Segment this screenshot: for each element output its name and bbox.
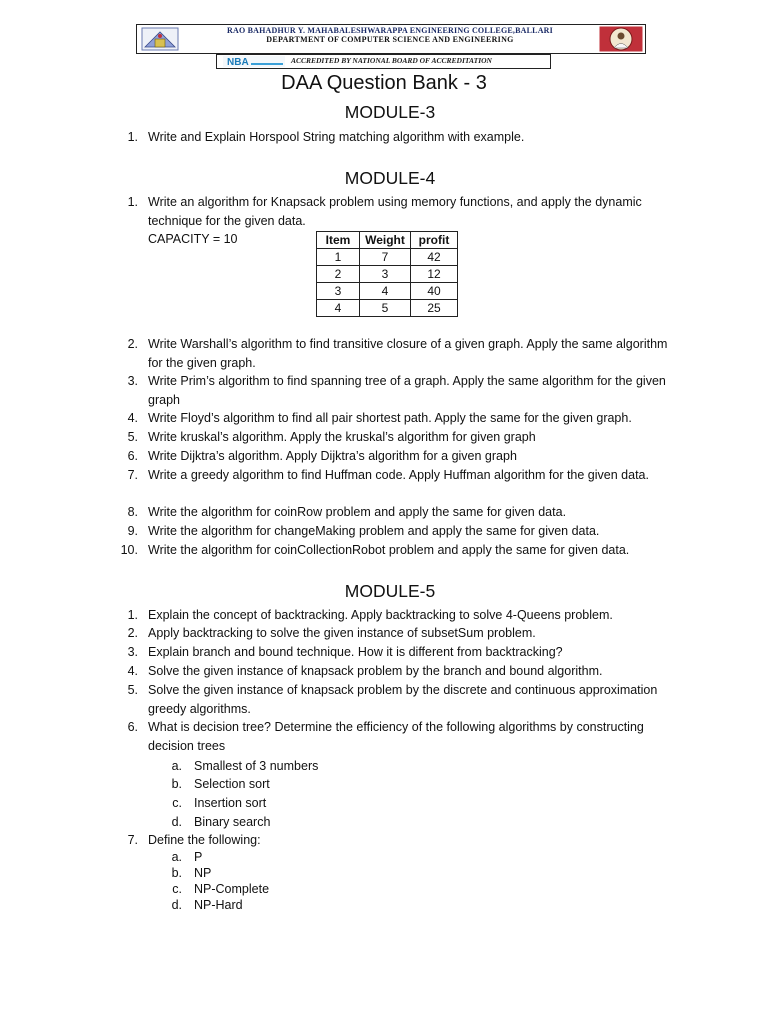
nba-logo-icon bbox=[223, 56, 285, 67]
column-header: profit bbox=[411, 232, 458, 249]
capacity-label: CAPACITY = 10 bbox=[148, 232, 238, 246]
department-name: DEPARTMENT OF COMPUTER SCIENCE AND ENGINEERING bbox=[266, 34, 514, 44]
table-header-row bbox=[317, 232, 458, 249]
table-cell: 3 bbox=[317, 283, 360, 300]
module-3-heading: MODULE-3 bbox=[344, 102, 436, 122]
accreditation-text: ACCREDITED BY NATIONAL BOARD OF ACCREDITATION bbox=[291, 56, 492, 65]
table-row bbox=[317, 300, 458, 317]
table-cell: 2 bbox=[317, 266, 360, 283]
table-cell: 4 bbox=[317, 300, 360, 317]
college-name: RAO BAHADHUR Y. MAHABALESHWARAPPA ENGINEERING COLLEGE,BALLARI bbox=[227, 26, 553, 35]
table-row bbox=[317, 283, 458, 300]
college-letterhead bbox=[136, 24, 646, 54]
table-cell: 42 bbox=[411, 249, 458, 266]
table-row bbox=[317, 266, 458, 283]
table-cell: 25 bbox=[411, 300, 458, 317]
column-header: Weight bbox=[360, 232, 411, 249]
table-cell: 5 bbox=[360, 300, 411, 317]
founder-portrait-icon bbox=[599, 26, 643, 52]
college-logo-icon bbox=[141, 27, 179, 51]
table-cell: 7 bbox=[360, 249, 411, 266]
table-cell: 12 bbox=[411, 266, 458, 283]
nba-logo-text: NBA bbox=[227, 57, 249, 67]
knapsack-data-table bbox=[316, 231, 458, 317]
table-cell: 3 bbox=[360, 266, 411, 283]
table-cell: 1 bbox=[317, 249, 360, 266]
column-header: Item bbox=[317, 232, 360, 249]
table-row bbox=[317, 249, 458, 266]
table-cell: 40 bbox=[411, 283, 458, 300]
table-cell: 4 bbox=[360, 283, 411, 300]
module-5-heading: MODULE-5 bbox=[344, 581, 436, 601]
page-title: DAA Question Bank - 3 bbox=[281, 72, 487, 94]
accreditation-banner bbox=[216, 54, 551, 69]
module-4-heading: MODULE-4 bbox=[344, 168, 436, 188]
